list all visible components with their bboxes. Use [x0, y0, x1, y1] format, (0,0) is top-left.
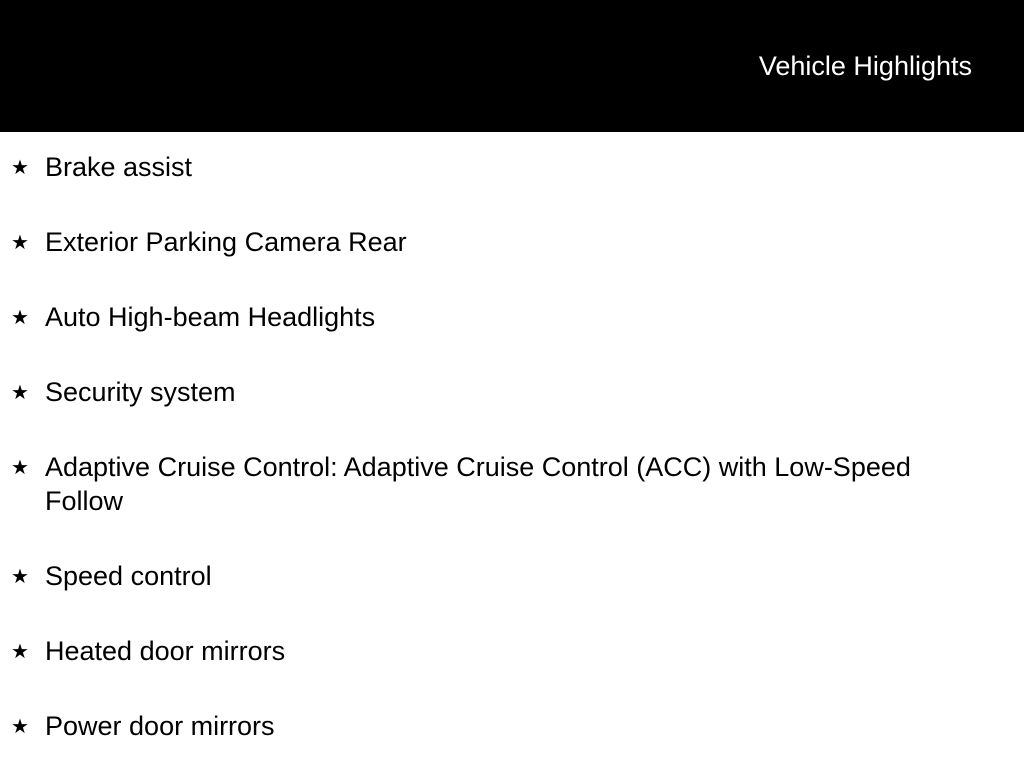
- page-title: Vehicle Highlights: [758, 51, 972, 81]
- star-icon: ★: [11, 639, 29, 663]
- list-item: [0, 150, 1024, 184]
- list-item: [0, 300, 1024, 334]
- star-icon: ★: [11, 230, 29, 254]
- highlight-label: Heated door mirrors: [45, 636, 286, 666]
- star-icon: ★: [11, 455, 29, 479]
- star-icon: ★: [11, 305, 29, 329]
- highlights-list: [0, 150, 1024, 784]
- highlight-label: Power door mirrors: [45, 711, 275, 741]
- highlight-label: Speed control: [45, 561, 212, 591]
- list-item: [0, 450, 1024, 518]
- highlight-label: Auto High-beam Headlights: [45, 302, 376, 332]
- list-item: [0, 225, 1024, 259]
- highlight-label: Brake assist: [45, 152, 193, 182]
- list-item: [0, 709, 1024, 743]
- star-icon: ★: [11, 380, 29, 404]
- highlight-label: Security system: [45, 377, 236, 407]
- header-bar: [0, 0, 1024, 132]
- list-item: [0, 634, 1024, 668]
- highlight-label: Adaptive Cruise Control: Adaptive Cruise Control (ACC) with Low-Speed Follow: [45, 452, 911, 516]
- list-item: [0, 559, 1024, 593]
- highlight-label: Exterior Parking Camera Rear: [45, 227, 407, 257]
- star-icon: ★: [11, 714, 29, 738]
- star-icon: ★: [11, 564, 29, 588]
- list-item: [0, 375, 1024, 409]
- star-icon: ★: [11, 155, 29, 179]
